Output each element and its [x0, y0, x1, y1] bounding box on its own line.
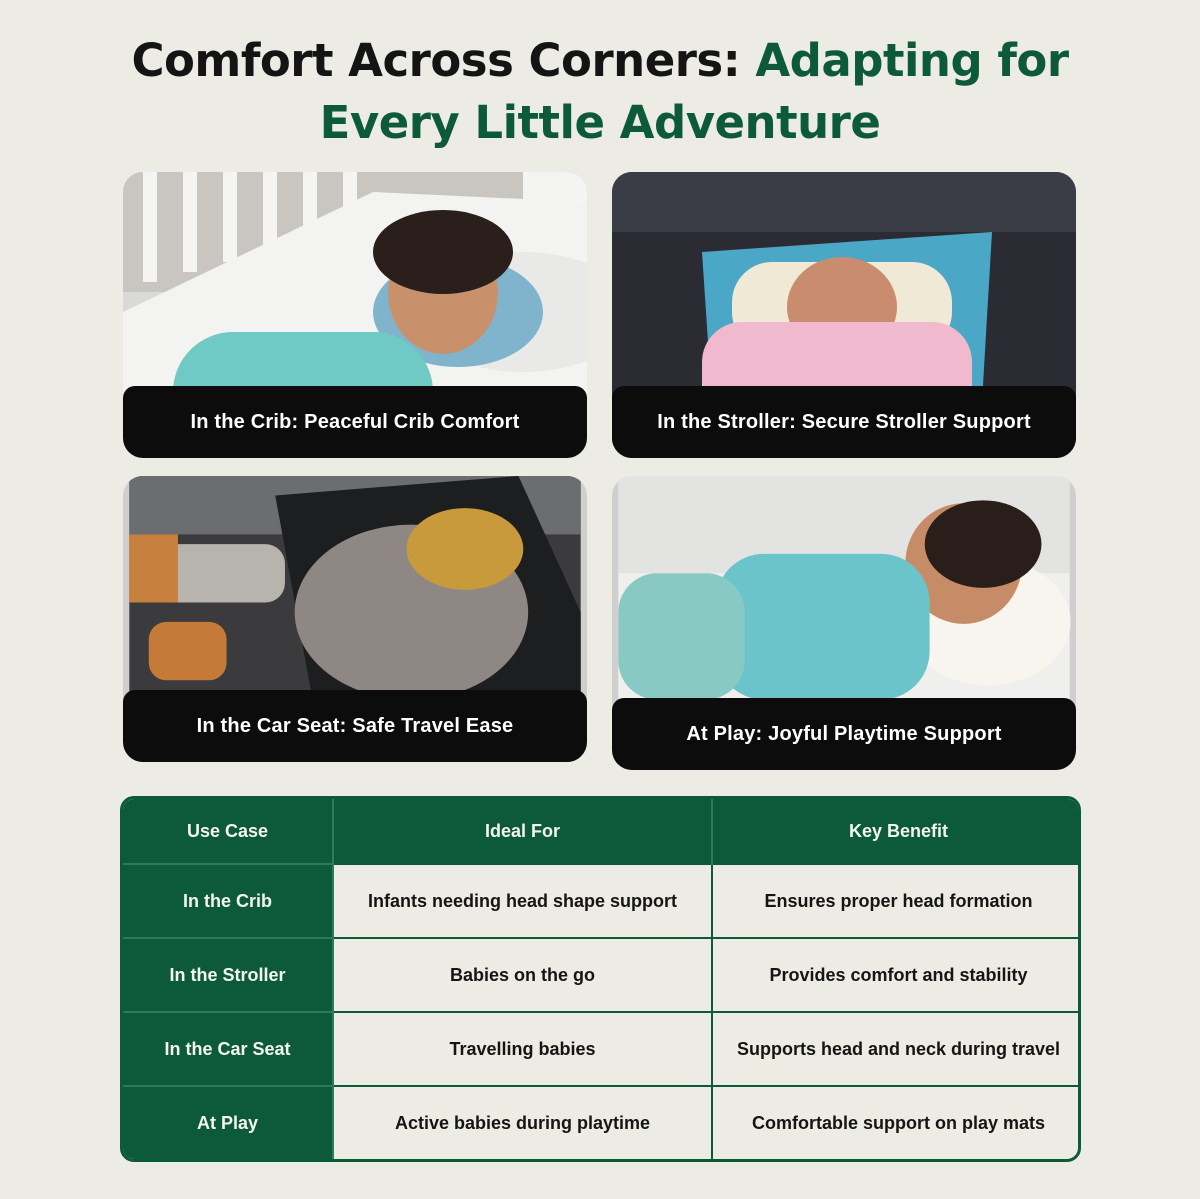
ideal-for-cell: Babies on the go	[333, 938, 712, 1012]
table-row	[123, 1086, 1081, 1160]
card-car-seat	[123, 476, 587, 762]
card-caption: In the Stroller: Secure Stroller Support	[612, 386, 1076, 458]
ideal-for-cell: Travelling babies	[333, 1012, 712, 1086]
key-benefit-cell: Comfortable support on play mats	[712, 1086, 1081, 1160]
use-case-cell: In the Stroller	[123, 938, 333, 1012]
card-caption: In the Car Seat: Safe Travel Ease	[123, 690, 587, 762]
card-play	[612, 476, 1076, 770]
key-benefit-cell: Provides comfort and stability	[712, 938, 1081, 1012]
key-benefit-cell: Supports head and neck during travel	[712, 1012, 1081, 1086]
table-row	[123, 1012, 1081, 1086]
header-ideal-for: Ideal For	[333, 799, 712, 864]
comparison-table	[120, 796, 1081, 1162]
key-benefit-cell: Ensures proper head formation	[712, 864, 1081, 938]
headline-part-1: Comfort Across Corners:	[131, 34, 756, 87]
use-case-cell: In the Car Seat	[123, 1012, 333, 1086]
headline-part-2: Adapting for	[755, 34, 1069, 87]
header-key-benefit: Key Benefit	[712, 799, 1081, 864]
table-header-row	[123, 799, 1081, 864]
table-row	[123, 938, 1081, 1012]
table-row	[123, 864, 1081, 938]
ideal-for-cell: Infants needing head shape support	[333, 864, 712, 938]
use-case-cell: At Play	[123, 1086, 333, 1160]
card-caption: At Play: Joyful Playtime Support	[612, 698, 1076, 770]
ideal-for-cell: Active babies during playtime	[333, 1086, 712, 1160]
card-caption: In the Crib: Peaceful Crib Comfort	[123, 386, 587, 458]
card-crib	[123, 172, 587, 458]
page-headline	[0, 30, 1200, 154]
use-case-cell: In the Crib	[123, 864, 333, 938]
card-stroller	[612, 172, 1076, 458]
header-use-case: Use Case	[123, 799, 333, 864]
headline-part-3: Every Little Adventure	[319, 96, 881, 149]
